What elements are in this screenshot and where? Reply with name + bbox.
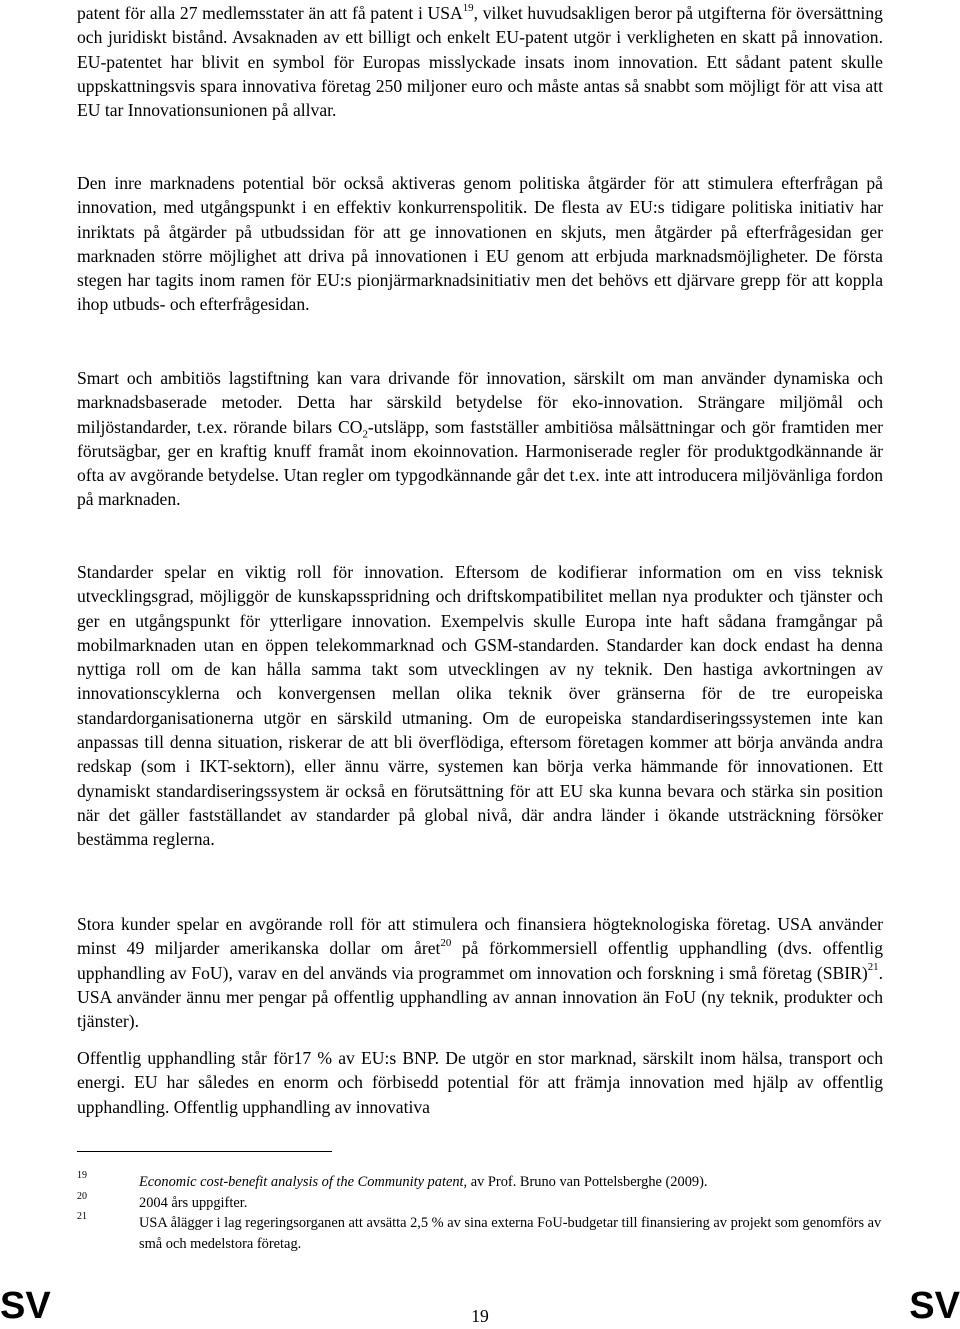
co2-subscript: 2	[362, 428, 368, 441]
footnote-number: 20	[77, 1191, 87, 1202]
footnote-21	[77, 1213, 883, 1254]
footnote-text: USA ålägger i lag regeringsorganen att avsätta 2,5 % av sina externa FoU-budgetar till finansiering av projekt som genomförs av små och medelstora företag.	[139, 1215, 882, 1252]
language-code-right: SV	[909, 1285, 960, 1327]
paragraph-standards: Standarder spelar en viktig roll för innovation. Eftersom de kodifierar information om en viss teknisk utvecklingsgrad, möjliggör de kunskapsspridning och driftskompatibilitet mellan nya produkter och tjänster och ger en utgångspunkt för ytterligare innovation. Exempelvis skulle Europa inte haft sådana framgångar på mobilmarknaden utan en öppen telekommarknad och GSM-standarden. Standarder kan dock endast ha denna nyttiga roll om de kan hålla samma takt som utvecklingen av ny teknik. Den hastiga avkortningen av innovationscyklerna och konvergensen mellan olika teknik över gränserna för de tre europeiska standardorganisationerna utgör en särskild utmaning. Om de europeiska standardiseringssystemen inte kan anpassas till denna situation, riskerar de att bli överflödiga, eftersom företagen kommer att börja använda andra redskap (som i IKT-sektorn), eller ännu värre, systemen kan börja verka hämmande för innovationen. Ett dynamiskt standardiseringssystem är också en förutsättning för att EU ska kunna bevara och stärka sin position när det gäller fastställandet av standarder på global nivå, där andra länder i ökande utsträckning försöker bestämma reglerna.	[77, 562, 883, 850]
language-code-left: SV	[0, 1285, 51, 1327]
footnote-19	[77, 1172, 883, 1193]
paragraph-large-customers: Stora kunder spelar en avgörande roll för att stimulera och finansiera högteknologiska företag. USA använder minst 49 miljarder amerikanska dollar om året$^{20}$ på förkommersiell offentlig upphandling (dvs. offentlig upphandling av FoU), varav en del används via programmet om innovation och forskning i små företag (SBIR)$^{21}$. USA använder ännu mer pengar på offentlig upphandling av annan innovation än FoU (ny teknik, produkter och tjänster).	[77, 914, 883, 1032]
footnote-ref-21[interactable]: 21	[867, 961, 879, 974]
page-number: 19	[471, 1306, 489, 1326]
footnote-number: 21	[77, 1211, 87, 1222]
footnote-ref-19[interactable]: 19	[462, 1, 474, 14]
paragraph-inner-market: Den inre marknadens potential bör också aktiveras genom politiska åtgärder för att stimulera efterfrågan på innovation, med utgångspunkt i en effektiv konkurrenspolitik. De flesta av EU:s tidigare politiska initiativ har inriktats på åtgärder på utbudssidan för att ge innovationen en skjuts, men åtgärder på efterfrågesidan ger marknaden större möjlighet att driva på innovationen i EU genom att erbjuda marknadsmöjligheter. De första stegen har tagits inom ramen för EU:s pionjärmarknadsinitiativ men det behövs ett djärvare grepp för att koppla ihop utbuds- och efterfrågesidan.	[77, 173, 883, 315]
footnote-number: 19	[77, 1170, 87, 1181]
footnote-text: Economic cost-benefit analysis of the Community patent, av Prof. Bruno van Pottelsberghe (2009).	[139, 1174, 708, 1190]
footnote-20	[77, 1193, 883, 1214]
footnote-text: 2004 års uppgifter.	[139, 1195, 248, 1211]
footnote-divider	[77, 1151, 332, 1152]
footnote-ref-20[interactable]: 20	[440, 936, 452, 949]
paragraph-legislation: Smart och ambitiös lagstiftning kan vara drivande för innovation, särskilt om man använder dynamiska och marknadsbaserade metoder. Detta har särskild betydelse för eko-innovation. Strängare miljömål och miljöstandarder, t.ex. rörande bilars $CO_2$-utsläpp, som fastställer ambitiösa målsättningar och gör framtiden mer förutsägbar, ger en kraftig knuff framåt inom ekoinnovation. Harmoniserade regler för produktgodkännande är ofta av avgörande betydelse. Utan regler om typgodkännande går det t.ex. inte att introducera miljövänliga fordon på marknaden.	[77, 368, 883, 510]
paragraph-public-procurement: Offentlig upphandling står för17 % av EU:s BNP. De utgör en stor marknad, särskilt inom hälsa, transport och energi. EU har således en enorm och förbisedd potential för att främja innovation med hjälp av offentlig upphandling. Offentlig upphandling av innovativa	[77, 1048, 883, 1117]
paragraph-patent: patent för alla 27 medlemsstater än att få patent i USA$^{19}$, vilket huvudsakligen beror på utgifterna för översättning och juridiskt bistånd. Avsaknaden av ett billigt och enkelt EU-patent utgör i verkligheten en skatt på innovation. EU-patentet har blivit en symbol för Europas misslyckade insats inom innovation. Ett sådant patent skulle uppskattningsvis spara innovativa företag 250 miljoner euro och måste antas så snabbt som möjligt för att visa att EU tar Innovationsunionen på allvar.	[77, 1, 883, 121]
